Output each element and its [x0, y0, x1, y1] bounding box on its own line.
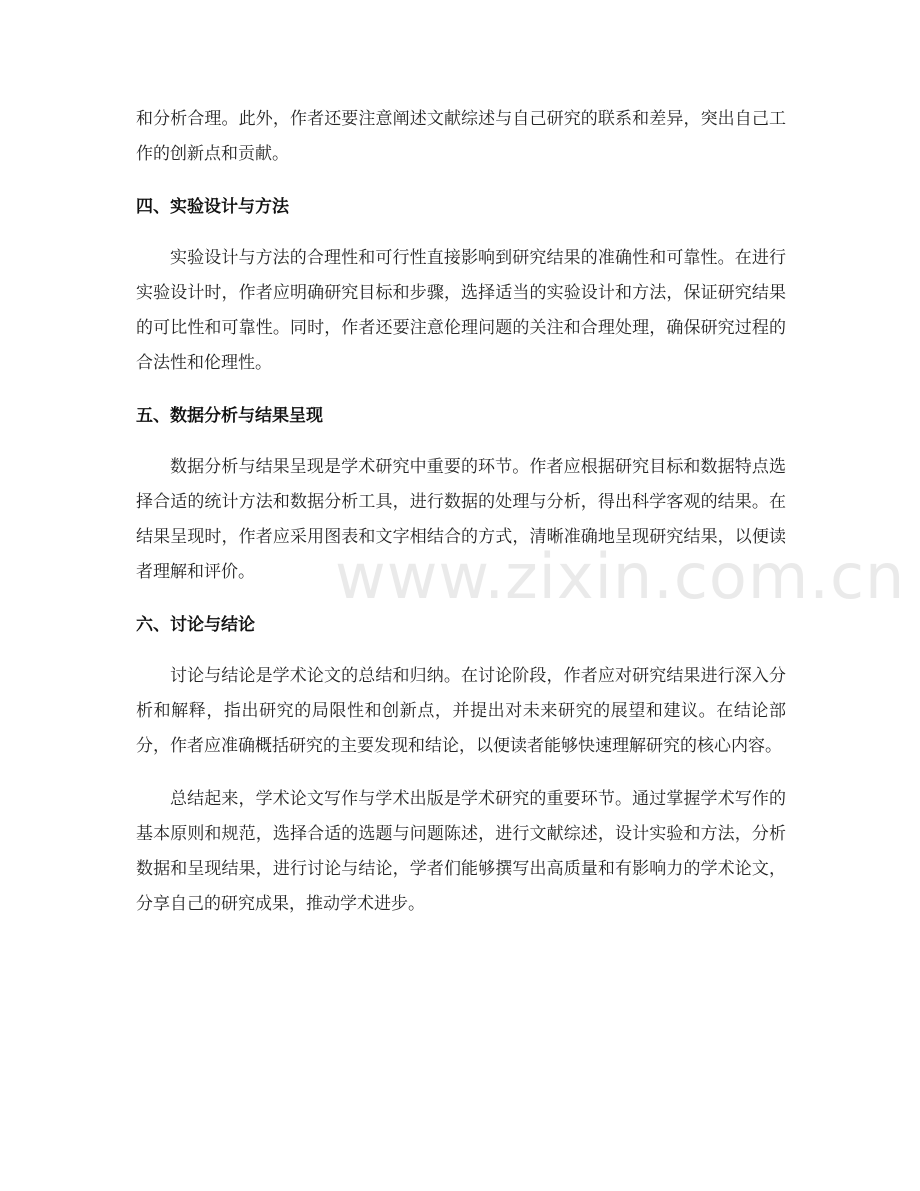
section-heading-experiment-design: 四、实验设计与方法	[136, 197, 289, 217]
section-paragraph-discussion: 讨论与结论是学术论文的总结和归纳。在讨论阶段，作者应对研究结果进行深入分析和解释，指出研究的局限性和创新点，并提出对未来研究的展望和建议。在结论部分，作者应准确概括研究的主要发现和结论，以便读者能够快速理解研究的核心内容。	[136, 666, 786, 756]
section-paragraph-data-analysis: 数据分析与结果呈现是学术研究中重要的环节。作者应根据研究目标和数据特点选择合适的统计方法和数据分析工具，进行数据的处理与分析，得出科学客观的结果。在结果呈现时，作者应采用图表和文字相结合的方式，清晰准确地呈现研究结果，以便读者理解和评价。	[136, 457, 786, 582]
intro-paragraph: 和分析合理。此外，作者还要注意阐述文献综述与自己研究的联系和差异，突出自己工作的创新点和贡献。	[136, 109, 786, 164]
document-body	[136, 102, 786, 922]
section-heading-data-analysis: 五、数据分析与结果呈现	[136, 406, 323, 426]
conclusion-paragraph: 总结起来，学术论文写作与学术出版是学术研究的重要环节。通过掌握学术写作的基本原则和规范，选择合适的选题与问题陈述，进行文献综述，设计实验和方法，分析数据和呈现结果，进行讨论与结论，学者们能够撰写出高质量和有影响力的学术论文，分享自己的研究成果，推动学术进步。	[136, 789, 786, 914]
watermark: www.zixin.com.cn	[335, 540, 906, 613]
section-heading-discussion: 六、讨论与结论	[136, 615, 255, 635]
section-paragraph-experiment-design: 实验设计与方法的合理性和可行性直接影响到研究结果的准确性和可靠性。在进行实验设计时，作者应明确研究目标和步骤，选择适当的实验设计和方法，保证研究结果的可比性和可靠性。同时，作者还要注意伦理问题的关注和合理处理，确保研究过程的合法性和伦理性。	[136, 248, 786, 373]
